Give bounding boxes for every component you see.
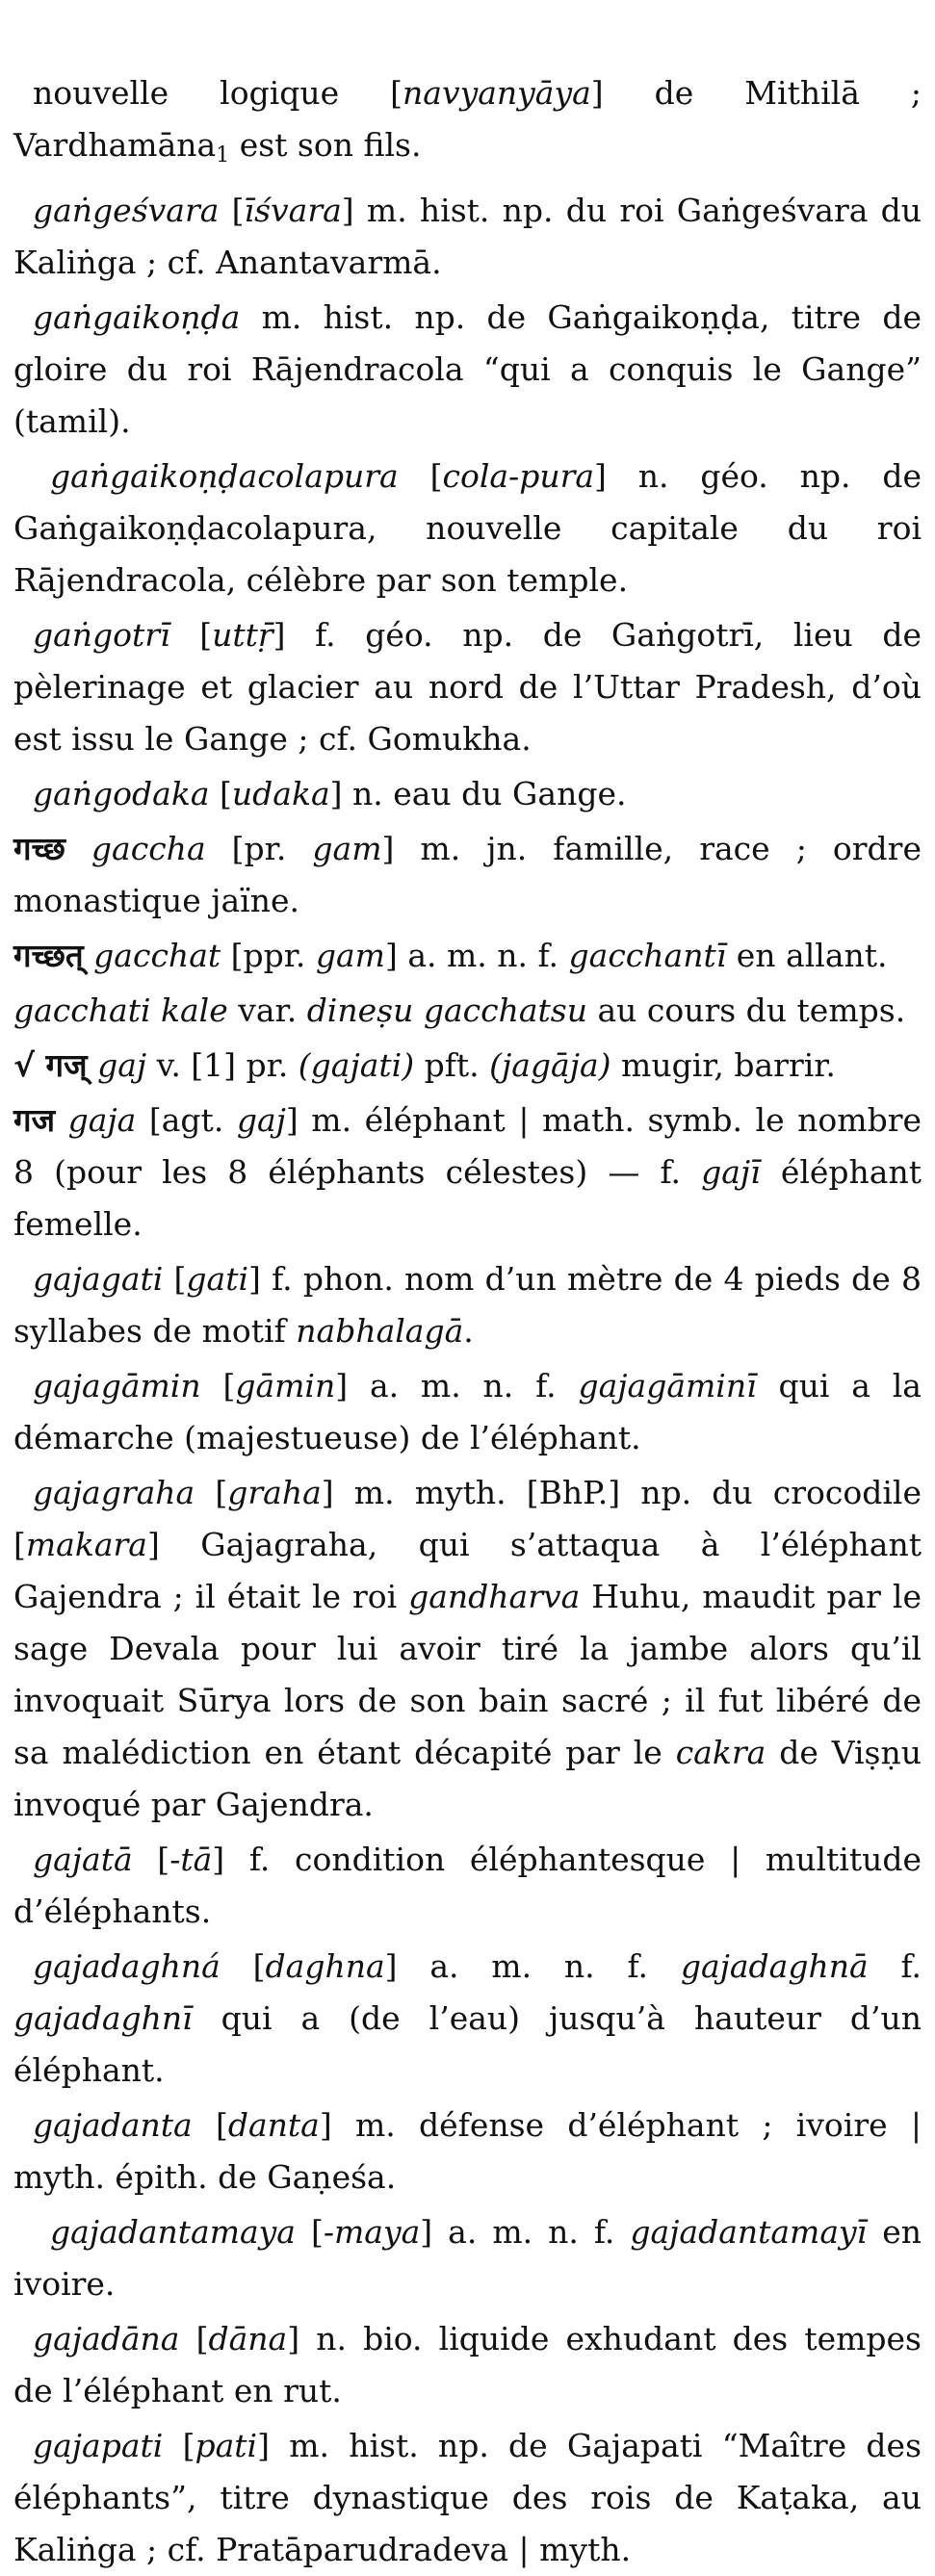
italic-term: gajagati bbox=[33, 1260, 164, 1298]
italic-term: danta bbox=[227, 2106, 320, 2144]
italic-term: dineṣu gacchatsu bbox=[306, 992, 587, 1029]
italic-term: -maya bbox=[323, 2213, 421, 2251]
dictionary-entry-gajagamin bbox=[13, 1360, 922, 1464]
italic-term: gajagraha bbox=[33, 1474, 195, 1511]
entry-text: [ bbox=[192, 2106, 228, 2144]
entry-text bbox=[65, 830, 91, 867]
dictionary-entry-cont bbox=[13, 67, 922, 182]
italic-term: navyanyāya bbox=[403, 74, 591, 112]
entry-text: [ bbox=[163, 1260, 187, 1298]
dictionary-entry-gajadana bbox=[13, 2313, 922, 2417]
italic-term: gaja bbox=[67, 1101, 137, 1139]
italic-term: gandharva bbox=[408, 1578, 581, 1615]
dictionary-entry-gacchati-kale bbox=[13, 985, 922, 1037]
italic-term: graha bbox=[227, 1474, 322, 1511]
entry-text: var. bbox=[227, 992, 307, 1029]
entry-text: mugir, barrir. bbox=[610, 1046, 836, 1084]
entry-text: ] m. éléphant | math. symb. le nombre 8 (pour les 8 éléphants célestes) — f. bbox=[13, 1101, 922, 1191]
entry-text: qui a la démarche (majestueuse) de l’éléphant. bbox=[13, 1367, 922, 1456]
entry-text: [agt. bbox=[136, 1101, 237, 1139]
italic-term: (jagāja) bbox=[489, 1046, 611, 1084]
entry-text: ] de Mithilā ; Vardhamāna bbox=[13, 74, 922, 164]
entry-text: Huhu, maudit par le sage Devala pour lui avoir tiré la jambe alors qu’il invoquait Sūrya lors de son bain sacré ; il fut libéré de sa malédiction en étant décapité par le bbox=[13, 1578, 922, 1771]
devanagari-headword: गज bbox=[13, 1101, 56, 1139]
italic-term: gam bbox=[315, 937, 385, 974]
dictionary-entry-gacchat bbox=[13, 930, 922, 982]
entry-text: ] n. géo. np. de Gaṅgaikoṇḍacolapura, nouvelle capitale du roi Rājendracola, célèbre par son temple. bbox=[13, 457, 922, 599]
italic-term: nabhalagā bbox=[296, 1312, 464, 1350]
entry-text: [ bbox=[398, 457, 443, 495]
dictionary-entry-gaja bbox=[13, 1095, 922, 1250]
italic-term: uttṝ bbox=[212, 616, 273, 654]
dictionary-entry-gajagraha bbox=[13, 1467, 922, 1831]
italic-term: gaṅgaikoṇḍacolapura bbox=[50, 457, 399, 495]
dictionary-entry-gangaikondacolapura bbox=[13, 451, 922, 606]
entry-text bbox=[84, 937, 94, 974]
entry-text: éléphant femelle. bbox=[13, 1153, 922, 1243]
italic-term: gajagāminī bbox=[578, 1367, 757, 1404]
italic-term: gati bbox=[186, 1260, 249, 1298]
entry-text: [ bbox=[179, 2320, 209, 2357]
italic-term: pati bbox=[195, 2427, 258, 2464]
dictionary-entry-gajadanta bbox=[13, 2099, 922, 2203]
italic-term: daghna bbox=[265, 1947, 385, 1985]
italic-term: gacchantī bbox=[568, 937, 727, 974]
italic-term: makara bbox=[25, 1526, 147, 1563]
entry-text: [ bbox=[169, 616, 213, 654]
dictionary-entry-gajapati bbox=[13, 2420, 922, 2576]
italic-term: gāmin bbox=[235, 1367, 336, 1404]
italic-term: gajadaghnī bbox=[13, 1999, 193, 2037]
devanagari-headword: गच्छ bbox=[13, 830, 65, 867]
italic-term: gajadaghnā bbox=[680, 1947, 869, 1985]
italic-term: cakra bbox=[675, 1734, 766, 1771]
entry-text: est son fils. bbox=[229, 126, 422, 164]
devanagari-headword: गच्छत् bbox=[13, 937, 84, 974]
entry-text: ] a. m. n. f. bbox=[420, 2213, 631, 2251]
entry-text: ] m. hist. np. de Gajapati “Maître des éléphants”, titre dynastique des rois de Kaṭaka, au Kaliṅga ; cf. Pratāparudradeva | myth. bbox=[13, 2427, 922, 2568]
dictionary-entry-gajadantamaya bbox=[13, 2206, 922, 2310]
entry-text: [ bbox=[219, 192, 245, 229]
italic-term: cola-pura bbox=[442, 457, 595, 495]
dictionary-entry-gangodaka bbox=[13, 768, 922, 820]
entry-text: ] m. hist. np. du roi Gaṅgeśvara du Kaliṅga ; cf. Anantavarmā. bbox=[13, 192, 922, 281]
dictionary-entry-gangotri bbox=[13, 609, 922, 765]
italic-term: gacchati kale bbox=[13, 992, 228, 1029]
entry-text: ] Gajagraha, qui s’attaqua à l’éléphant Gajendra ; il était le roi bbox=[13, 1526, 922, 1615]
italic-term: gaṅgeśvara bbox=[33, 192, 220, 229]
entry-text: [ bbox=[132, 1841, 170, 1878]
italic-term: gajadantamayī bbox=[630, 2213, 868, 2251]
entry-text: ] f. géo. np. de Gaṅgotrī, lieu de pèlerinage et glacier au nord de l’Uttar Pradesh, d’où est issu le Gange ; cf. Gomukha. bbox=[13, 616, 922, 758]
entry-text: ] f. phon. nom d’un mètre de 4 pieds de 8 syllabes de motif bbox=[13, 1260, 922, 1350]
entry-text: ] a. m. n. f. bbox=[384, 937, 569, 974]
entry-text: [ppr. bbox=[221, 937, 316, 974]
entry-text: [ bbox=[209, 775, 232, 812]
italic-term: gam bbox=[312, 830, 382, 867]
entry-text: ] m. myth. [BhP.] np. du crocodile [ bbox=[13, 1474, 922, 1563]
entry-text: ] n. bio. liquide exhudant des tempes de l’éléphant en rut. bbox=[13, 2320, 922, 2409]
entry-text: [ bbox=[295, 2213, 324, 2251]
entry-text: au cours du temps. bbox=[586, 992, 906, 1029]
entry-text: . bbox=[463, 1312, 474, 1350]
entry-text bbox=[55, 1101, 68, 1139]
entry-text: v. [1] pr. bbox=[146, 1046, 299, 1084]
dictionary-entry-gaccha bbox=[13, 823, 922, 927]
entry-text: nouvelle logique [ bbox=[33, 74, 403, 112]
italic-term: gajagāmin bbox=[33, 1367, 201, 1404]
entry-text: ] m. défense d’éléphant ; ivoire | myth. épith. de Gaṇeśa. bbox=[13, 2106, 922, 2196]
italic-term: gaṅgodaka bbox=[33, 775, 210, 812]
entry-text: [ bbox=[195, 1474, 228, 1511]
entry-text: pft. bbox=[414, 1046, 490, 1084]
entry-text: ] a. m. n. f. bbox=[384, 1947, 681, 1985]
entry-text: [ bbox=[163, 2427, 195, 2464]
italic-term: gajapati bbox=[33, 2427, 164, 2464]
entry-text: ] n. eau du Gange. bbox=[329, 775, 627, 812]
dictionary-entry-gangaikonda bbox=[13, 292, 922, 448]
italic-term: gajatā bbox=[33, 1841, 133, 1878]
italic-term: -tā bbox=[169, 1841, 213, 1878]
entry-text: de Viṣṇu invoqué par Gajendra. bbox=[13, 1734, 922, 1823]
italic-term: gajī bbox=[701, 1153, 761, 1191]
devanagari-headword: √ गज् bbox=[13, 1046, 88, 1084]
dictionary-entry-gaj bbox=[13, 1040, 922, 1092]
entry-text: qui a (de l’eau) jusqu’à hauteur d’un éléphant. bbox=[13, 1999, 922, 2089]
entry-text: m. hist. np. de Gaṅgaikoṇḍa, titre de gloire du roi Rājendracola “qui a conquis le Gange” (tamil). bbox=[13, 298, 922, 440]
entry-text bbox=[88, 1046, 98, 1084]
italic-term: gaj bbox=[236, 1101, 286, 1139]
entry-text: en ivoire. bbox=[13, 2213, 922, 2303]
dictionary-entry-gajadaghna bbox=[13, 1941, 922, 2097]
italic-term: gajadaghná bbox=[33, 1947, 221, 1985]
italic-term: gajadantamaya bbox=[50, 2213, 296, 2251]
italic-term: gaṅgotrī bbox=[33, 616, 170, 654]
dictionary-entry-gangesvara bbox=[13, 185, 922, 289]
entry-text: f. bbox=[868, 1947, 922, 1985]
dictionary-entry-gajata bbox=[13, 1834, 922, 1938]
italic-term: īśvara bbox=[244, 192, 342, 229]
italic-term: dāna bbox=[208, 2320, 288, 2357]
italic-term: gacchat bbox=[93, 937, 221, 974]
entry-text: [pr. bbox=[205, 830, 313, 867]
italic-term: gaccha bbox=[91, 830, 206, 867]
entry-text: ] f. condition éléphantesque | multitude d’éléphants. bbox=[13, 1841, 922, 1930]
entry-text: [ bbox=[200, 1367, 236, 1404]
entry-text: ] a. m. n. f. bbox=[335, 1367, 579, 1404]
entry-text: ] m. jn. famille, race ; ordre monastique jaïne. bbox=[13, 830, 922, 919]
italic-term: gaj bbox=[97, 1046, 147, 1084]
subscript-index: 1 bbox=[216, 143, 230, 167]
italic-term: gajadanta bbox=[33, 2106, 193, 2144]
italic-term: gajadāna bbox=[33, 2320, 180, 2357]
italic-term: (gajati) bbox=[298, 1046, 415, 1084]
italic-term: gaṅgaikoṇḍa bbox=[33, 298, 241, 336]
entry-text: [ bbox=[220, 1947, 266, 1985]
entry-list bbox=[13, 67, 922, 2576]
entry-text: en allant. bbox=[726, 937, 888, 974]
italic-term: udaka bbox=[231, 775, 330, 812]
dictionary-entry-gajagati bbox=[13, 1253, 922, 1357]
